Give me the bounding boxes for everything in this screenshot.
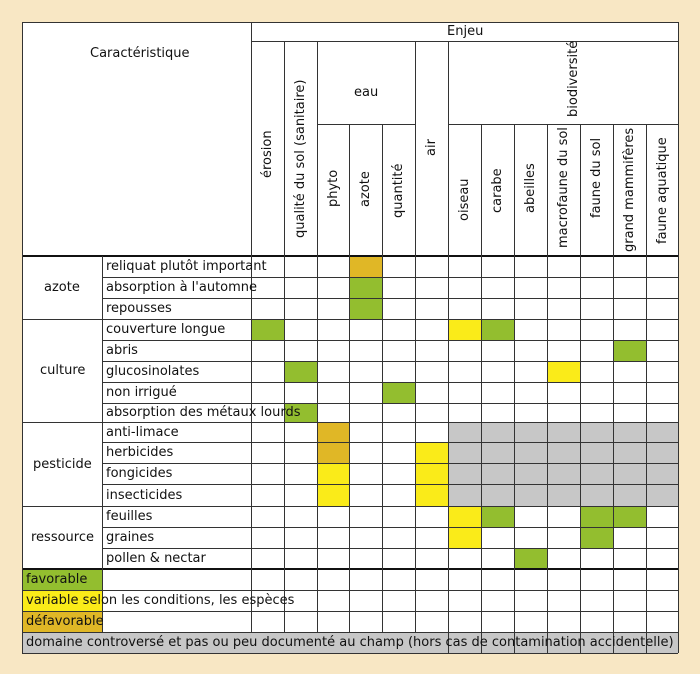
- grid-line: [613, 124, 614, 653]
- status-cell-favorable: [613, 340, 646, 361]
- column-header: oiseau: [457, 178, 472, 221]
- grid-line: [251, 22, 252, 632]
- status-cell-controverse: [481, 484, 514, 506]
- status-cell-favorable: [580, 506, 613, 527]
- status-cell-controverse: [481, 463, 514, 484]
- grid-line: [317, 41, 318, 632]
- grid-line: [102, 298, 678, 299]
- status-cell-defavorable: [317, 422, 349, 442]
- column-header: quantité: [391, 163, 406, 218]
- status-cell-controverse: [580, 463, 613, 484]
- group-biodiversite-label: biodiversité: [566, 40, 581, 117]
- grid-line: [580, 124, 581, 653]
- category-label: ressource: [31, 530, 95, 545]
- grid-line: [317, 124, 415, 125]
- status-cell-controverse: [514, 422, 547, 442]
- column-header: macrofaune du sol: [556, 127, 571, 248]
- status-cell-controverse: [481, 422, 514, 442]
- group-eau-label: eau: [354, 85, 379, 100]
- enjeu-header: Enjeu: [447, 24, 484, 39]
- grid-line: [415, 41, 416, 632]
- grid-line: [102, 382, 678, 383]
- row-label: non irrigué: [106, 385, 177, 400]
- grid-line: [102, 442, 678, 443]
- status-cell-controverse: [448, 463, 481, 484]
- status-cell-favorable: [580, 527, 613, 548]
- grid-line: [102, 527, 678, 528]
- status-cell-variable: [317, 484, 349, 506]
- row-label: feuilles: [106, 509, 153, 524]
- status-cell-controverse: [646, 463, 678, 484]
- row-label: absorption à l'automne: [106, 280, 258, 295]
- row-label: herbicides: [106, 445, 174, 460]
- column-header: grand mammifères: [622, 127, 637, 252]
- status-cell-favorable: [481, 506, 514, 527]
- column-header: phyto: [326, 169, 341, 207]
- grid-line: [646, 124, 647, 653]
- category-label: culture: [40, 363, 86, 378]
- status-cell-controverse: [547, 463, 580, 484]
- status-cell-controverse: [448, 442, 481, 463]
- column-header: abeilles: [523, 163, 538, 213]
- status-cell-favorable: [349, 298, 382, 319]
- status-cell-variable: [547, 361, 580, 382]
- status-cell-favorable: [251, 319, 284, 340]
- status-cell-favorable: [382, 382, 415, 403]
- category-label: pesticide: [33, 457, 92, 472]
- status-cell-variable: [415, 442, 448, 463]
- column-header: carabe: [490, 168, 505, 213]
- table-top-border: [22, 22, 678, 23]
- row-label: abris: [106, 343, 138, 358]
- row-label: pollen & nectar: [106, 551, 206, 566]
- status-cell-variable: [448, 527, 481, 548]
- row-label: repousses: [106, 301, 172, 316]
- row-label: fongicides: [106, 466, 173, 481]
- grid-line: [448, 41, 449, 653]
- status-cell-variable: [415, 463, 448, 484]
- status-cell-controverse: [514, 484, 547, 506]
- status-cell-controverse: [448, 484, 481, 506]
- status-cell-controverse: [613, 463, 646, 484]
- column-header: érosion: [260, 130, 275, 178]
- grid-line: [102, 361, 678, 362]
- row-label: glucosinolates: [106, 364, 200, 379]
- legend-label-defavorable: défavorable: [26, 614, 104, 629]
- grid-line: [251, 41, 678, 42]
- status-cell-controverse: [613, 422, 646, 442]
- status-cell-controverse: [547, 422, 580, 442]
- caracteristique-header: Caractéristique: [90, 46, 190, 61]
- status-cell-controverse: [613, 442, 646, 463]
- status-cell-controverse: [580, 422, 613, 442]
- row-label: anti-limace: [106, 425, 179, 440]
- grid-line: [102, 256, 103, 569]
- row-label: couverture longue: [106, 322, 226, 337]
- status-cell-favorable: [481, 319, 514, 340]
- table-right-border: [678, 22, 679, 653]
- status-cell-controverse: [514, 463, 547, 484]
- row-label: graines: [106, 530, 155, 545]
- status-cell-defavorable: [317, 442, 349, 463]
- status-cell-variable: [448, 319, 481, 340]
- grid-line: [102, 548, 678, 549]
- row-label: absorption des métaux lourds: [106, 405, 301, 420]
- legend-label-favorable: favorable: [26, 572, 88, 587]
- status-cell-controverse: [580, 484, 613, 506]
- grid-line: [102, 277, 678, 278]
- status-cell-defavorable: [349, 256, 382, 277]
- status-cell-controverse: [481, 442, 514, 463]
- status-cell-variable: [448, 506, 481, 527]
- status-cell-variable: [317, 463, 349, 484]
- table-left-border: [22, 22, 23, 653]
- grid-line: [102, 340, 678, 341]
- grid-line: [481, 124, 482, 653]
- row-label: insecticides: [106, 488, 183, 503]
- status-cell-favorable: [284, 361, 317, 382]
- grid-line: [102, 463, 678, 464]
- column-header: azote: [358, 171, 373, 207]
- status-cell-controverse: [547, 484, 580, 506]
- table-bottom-border: [22, 653, 678, 654]
- grid-line: [102, 403, 678, 404]
- grid-line: [514, 124, 515, 653]
- status-cell-controverse: [613, 484, 646, 506]
- legend-label-controverse: domaine controversé et pas ou peu documenté au champ (hors cas de contamination accidentelle): [26, 635, 674, 650]
- status-cell-variable: [415, 484, 448, 506]
- column-header: faune du sol: [589, 137, 604, 218]
- grid-line: [284, 41, 285, 632]
- grid-line: [102, 484, 678, 485]
- grid-line: [448, 124, 678, 125]
- column-header: faune aquatique: [655, 137, 670, 244]
- status-cell-controverse: [448, 422, 481, 442]
- column-header: qualité du sol (sanitaire): [293, 79, 308, 238]
- category-label: azote: [44, 280, 80, 295]
- status-cell-controverse: [646, 484, 678, 506]
- grid-line: [382, 124, 383, 632]
- status-cell-favorable: [349, 277, 382, 298]
- status-cell-controverse: [514, 442, 547, 463]
- row-label: reliquat plutôt important: [106, 259, 267, 274]
- status-cell-controverse: [547, 442, 580, 463]
- column-header: air: [424, 139, 439, 156]
- status-cell-controverse: [646, 442, 678, 463]
- status-cell-favorable: [613, 506, 646, 527]
- grid-line: [547, 124, 548, 653]
- status-cell-controverse: [646, 422, 678, 442]
- grid-line: [349, 124, 350, 632]
- status-cell-controverse: [580, 442, 613, 463]
- status-cell-favorable: [514, 548, 547, 569]
- legend-label-variable: variable selon les conditions, les espèces: [26, 593, 295, 608]
